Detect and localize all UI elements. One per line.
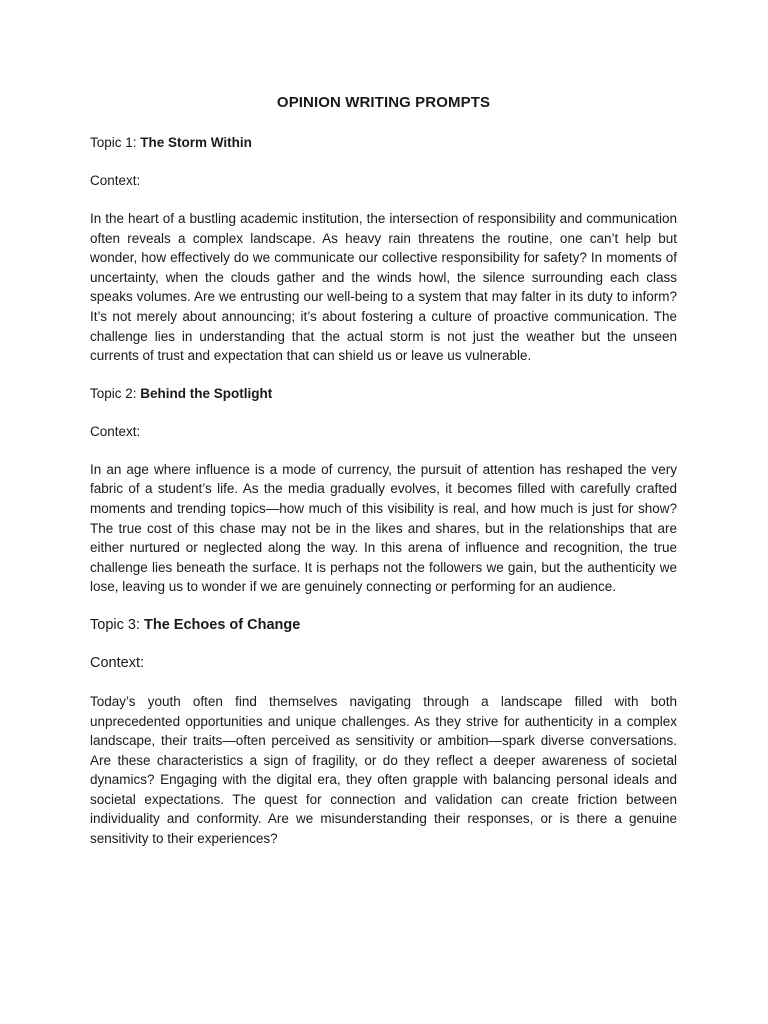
document-title: OPINION WRITING PROMPTS: [276, 94, 491, 111]
topic-2-body: In an age where influence is a mode of currency, the pursuit of attention has reshaped the very fabric of a student’s life. As the media gradually evolves, it becomes filled with carefully crafted moments and trending topics—how much of this visibility is real, and how much is just for show? The true cost of this chase may not be in the likes and shares, but in the relationships that are either nurtured or neglected along the way. In this arena of influence and recognition, the true challenge lies beneath the surface. It is perhaps not the followers we gain, but the authenticity we lose, leaving us to wonder if we are genuinely connecting or performing for an audience.: [90, 461, 677, 595]
topic-3-body: Today’s youth often find themselves navigating through a landscape filled with both unprecedented opportunities and unique challenges. As they strive for authenticity in a complex landscape, their traits—often perceived as sensitivity or ambition—spark diverse conversations. Are these characteristics a sign of fragility, or do they reflect a deeper awareness of societal dynamics? Engaging with the digital era, they often grapple with balancing personal ideals and societal expectations. The quest for connection and validation can create friction between individuality and conformity. Are we misunderstanding their responses, or is there a genuine sensitivity to their experiences?: [90, 693, 677, 847]
topic-3-title: The Echoes of Change: [144, 616, 301, 633]
topic-2-prefix: Topic 2:: [90, 385, 141, 401]
topic-3-heading: [90, 616, 677, 634]
topic-2-title: Behind the Spotlight: [140, 385, 273, 401]
topic-3-context-label: Context:: [90, 654, 144, 671]
topic-2-context-label: Context:: [90, 423, 141, 439]
topic-1-body: In the heart of a bustling academic institution, the intersection of responsibility and communication often reveals a complex landscape. As heavy rain threatens the routine, one can’t help but wonder, how effectively do we communicate our collective responsibility for safety? In moments of uncertainty, when the clouds gather and the winds howl, the silence surrounding each class speaks volumes. Are we entrusting our well-being to a system that may falter in its duty to inform? It’s not merely about announcing; it’s about fostering a culture of proactive communication. The challenge lies in understanding that the actual storm is not just the weather but the unseen currents of trust and expectation that can shield us or leave us vulnerable.: [90, 211, 677, 364]
topic-1-prefix: Topic 1:: [90, 135, 141, 150]
topic-3-prefix: Topic 3:: [90, 616, 144, 633]
topic-2-heading: [90, 385, 677, 403]
topic-1-heading: [90, 134, 677, 152]
topic-1-title: The Storm Within: [140, 135, 252, 150]
topic-1-context-label: Context:: [90, 173, 141, 188]
